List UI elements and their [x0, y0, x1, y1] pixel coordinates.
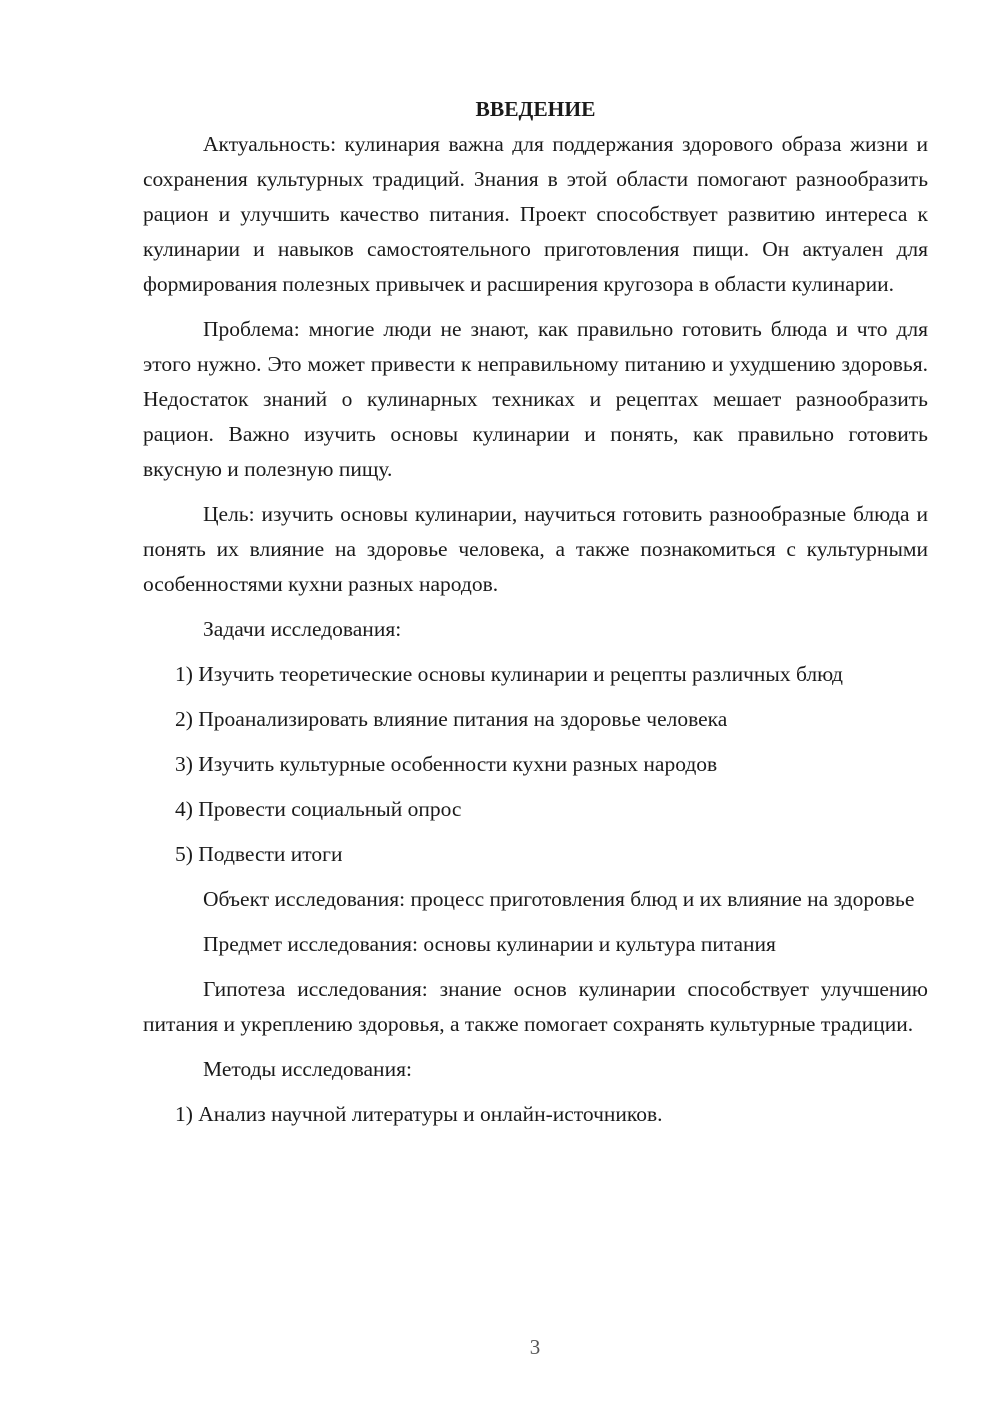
task-item: 3) Изучить культурные особенности кухни разных народов [175, 752, 718, 776]
hypothesis-paragraph: Гипотеза исследования: знание основ кулинарии способствует улучшению питания и укреплению здоровья, а также помогает сохранять культурные традиции. [143, 977, 928, 1036]
relevance-paragraph: Актуальность: кулинария важна для поддержания здорового образа жизни и сохранения культурных традиций. Знания в этой области помогают разнообразить рацион и улучшить качество питания. Проект способствует развитию интереса к кулинарии и навыков самостоятельного приготовления пищи. Он актуален для формирования полезных привычек и расширения кругозора в области кулинарии. [143, 132, 928, 296]
page-number: 3 [529, 1335, 541, 1359]
subject-paragraph: Предмет исследования: основы кулинарии и культура питания [203, 932, 776, 956]
task-item: 1) Изучить теоретические основы кулинарии и рецепты различных блюд [175, 662, 844, 686]
method-item: 1) Анализ научной литературы и онлайн-источников. [175, 1102, 663, 1126]
task-item: 2) Проанализировать влияние питания на здоровье человека [175, 707, 728, 731]
object-paragraph: Объект исследования: процесс приготовления блюд и их влияние на здоровье [203, 887, 915, 911]
task-item: 4) Провести социальный опрос [175, 797, 462, 821]
task-item: 5) Подвести итоги [175, 842, 343, 866]
tasks-heading: Задачи исследования: [203, 617, 402, 641]
document-page [143, 92, 928, 1142]
page-title: ВВЕДЕНИЕ [475, 97, 596, 121]
goal-paragraph: Цель: изучить основы кулинарии, научиться готовить разнообразные блюда и понять их влияние на здоровье человека, а также познакомиться с культурными особенностями кухни разных народов. [143, 502, 928, 596]
problem-paragraph: Проблема: многие люди не знают, как правильно готовить блюда и что для этого нужно. Это может привести к неправильному питанию и ухудшению здоровья. Недостаток знаний о кулинарных техниках и рецептах мешает разнообразить рацион. Важно изучить основы кулинарии и понять, как правильно готовить вкусную и полезную пищу. [143, 317, 928, 481]
methods-heading: Методы исследования: [203, 1057, 412, 1081]
